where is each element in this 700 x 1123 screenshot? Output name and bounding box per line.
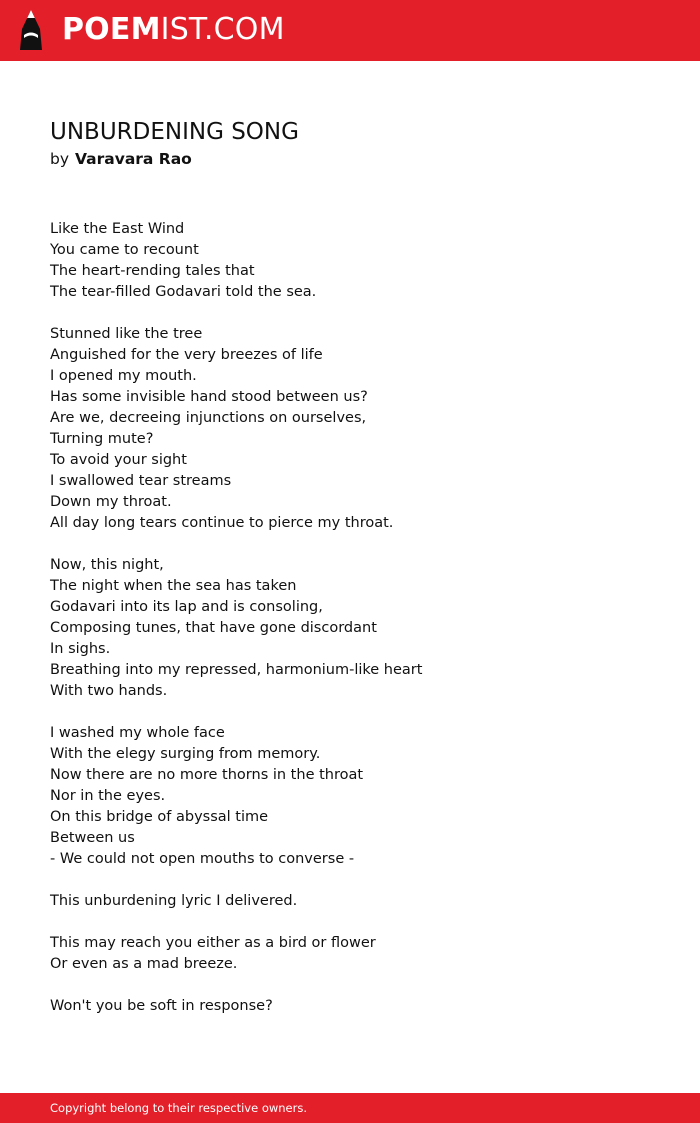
poem-line: I washed my whole face <box>50 725 225 741</box>
poem-line: Nor in the eyes. <box>50 788 166 804</box>
poem-line: On this bridge of abyssal time <box>50 809 269 825</box>
poem-line: You came to recount <box>50 242 199 258</box>
poem-line: Now there are no more thorns in the throat <box>50 767 364 783</box>
poem-line: Down my throat. <box>50 494 172 510</box>
poem-line: The night when the sea has taken <box>50 578 297 594</box>
poem-line: Now, this night, <box>50 557 164 573</box>
poem-line: Has some invisible hand stood between us? <box>50 389 368 405</box>
author-name: Varavara Rao <box>75 150 192 168</box>
by-label: by <box>50 150 70 168</box>
poem-line: All day long tears continue to pierce my throat. <box>50 515 394 531</box>
poem-line <box>50 303 650 324</box>
poem-line: I opened my mouth. <box>50 368 197 384</box>
poem-line <box>50 912 650 933</box>
poem-line <box>50 975 650 996</box>
poem-line: Godavari into its lap and is consoling, <box>50 599 323 615</box>
poem-line: Composing tunes, that have gone discordant <box>50 620 377 636</box>
poem-title: UNBURDENING SONG <box>50 119 299 145</box>
byline <box>50 148 192 170</box>
poem-line: To avoid your sight <box>50 452 187 468</box>
poem-line: This may reach you either as a bird or flower <box>50 935 376 951</box>
poem-line <box>50 702 650 723</box>
poem-line: Like the East Wind <box>50 221 185 237</box>
poem-line: - We could not open mouths to converse - <box>50 851 355 867</box>
poem-line: Are we, decreeing injunctions on ourselves, <box>50 410 367 426</box>
poem-line: With two hands. <box>50 683 168 699</box>
poem-line: I swallowed tear streams <box>50 473 232 489</box>
poem-line: Anguished for the very breezes of life <box>50 347 323 363</box>
poem-line: Stunned like the tree <box>50 326 203 342</box>
poem-line: With the elegy surging from memory. <box>50 746 321 762</box>
poem-line <box>50 534 650 555</box>
poem-line: In sighs. <box>50 641 111 657</box>
site-logo-text[interactable] <box>62 11 285 49</box>
brand-bold: POEM <box>62 12 161 47</box>
poem-line: Between us <box>50 830 135 846</box>
poem-line: The tear-filled Godavari told the sea. <box>50 284 317 300</box>
poem-line: Won't you be soft in response? <box>50 998 273 1014</box>
poem-body <box>50 219 650 1017</box>
brand-light: IST.COM <box>160 12 285 47</box>
poem-line <box>50 870 650 891</box>
poem-line: Turning mute? <box>50 431 154 447</box>
poem-line: The heart-rending tales that <box>50 263 255 279</box>
site-footer <box>0 1093 700 1123</box>
poem-line: Breathing into my repressed, harmonium-like heart <box>50 662 423 678</box>
poem-line: This unburdening lyric I delivered. <box>50 893 298 909</box>
pencil-tip-icon[interactable] <box>18 9 44 51</box>
copyright-text: Copyright belong to their respective owners. <box>50 1101 308 1115</box>
poem-line: Or even as a mad breeze. <box>50 956 238 972</box>
site-header <box>0 0 700 61</box>
